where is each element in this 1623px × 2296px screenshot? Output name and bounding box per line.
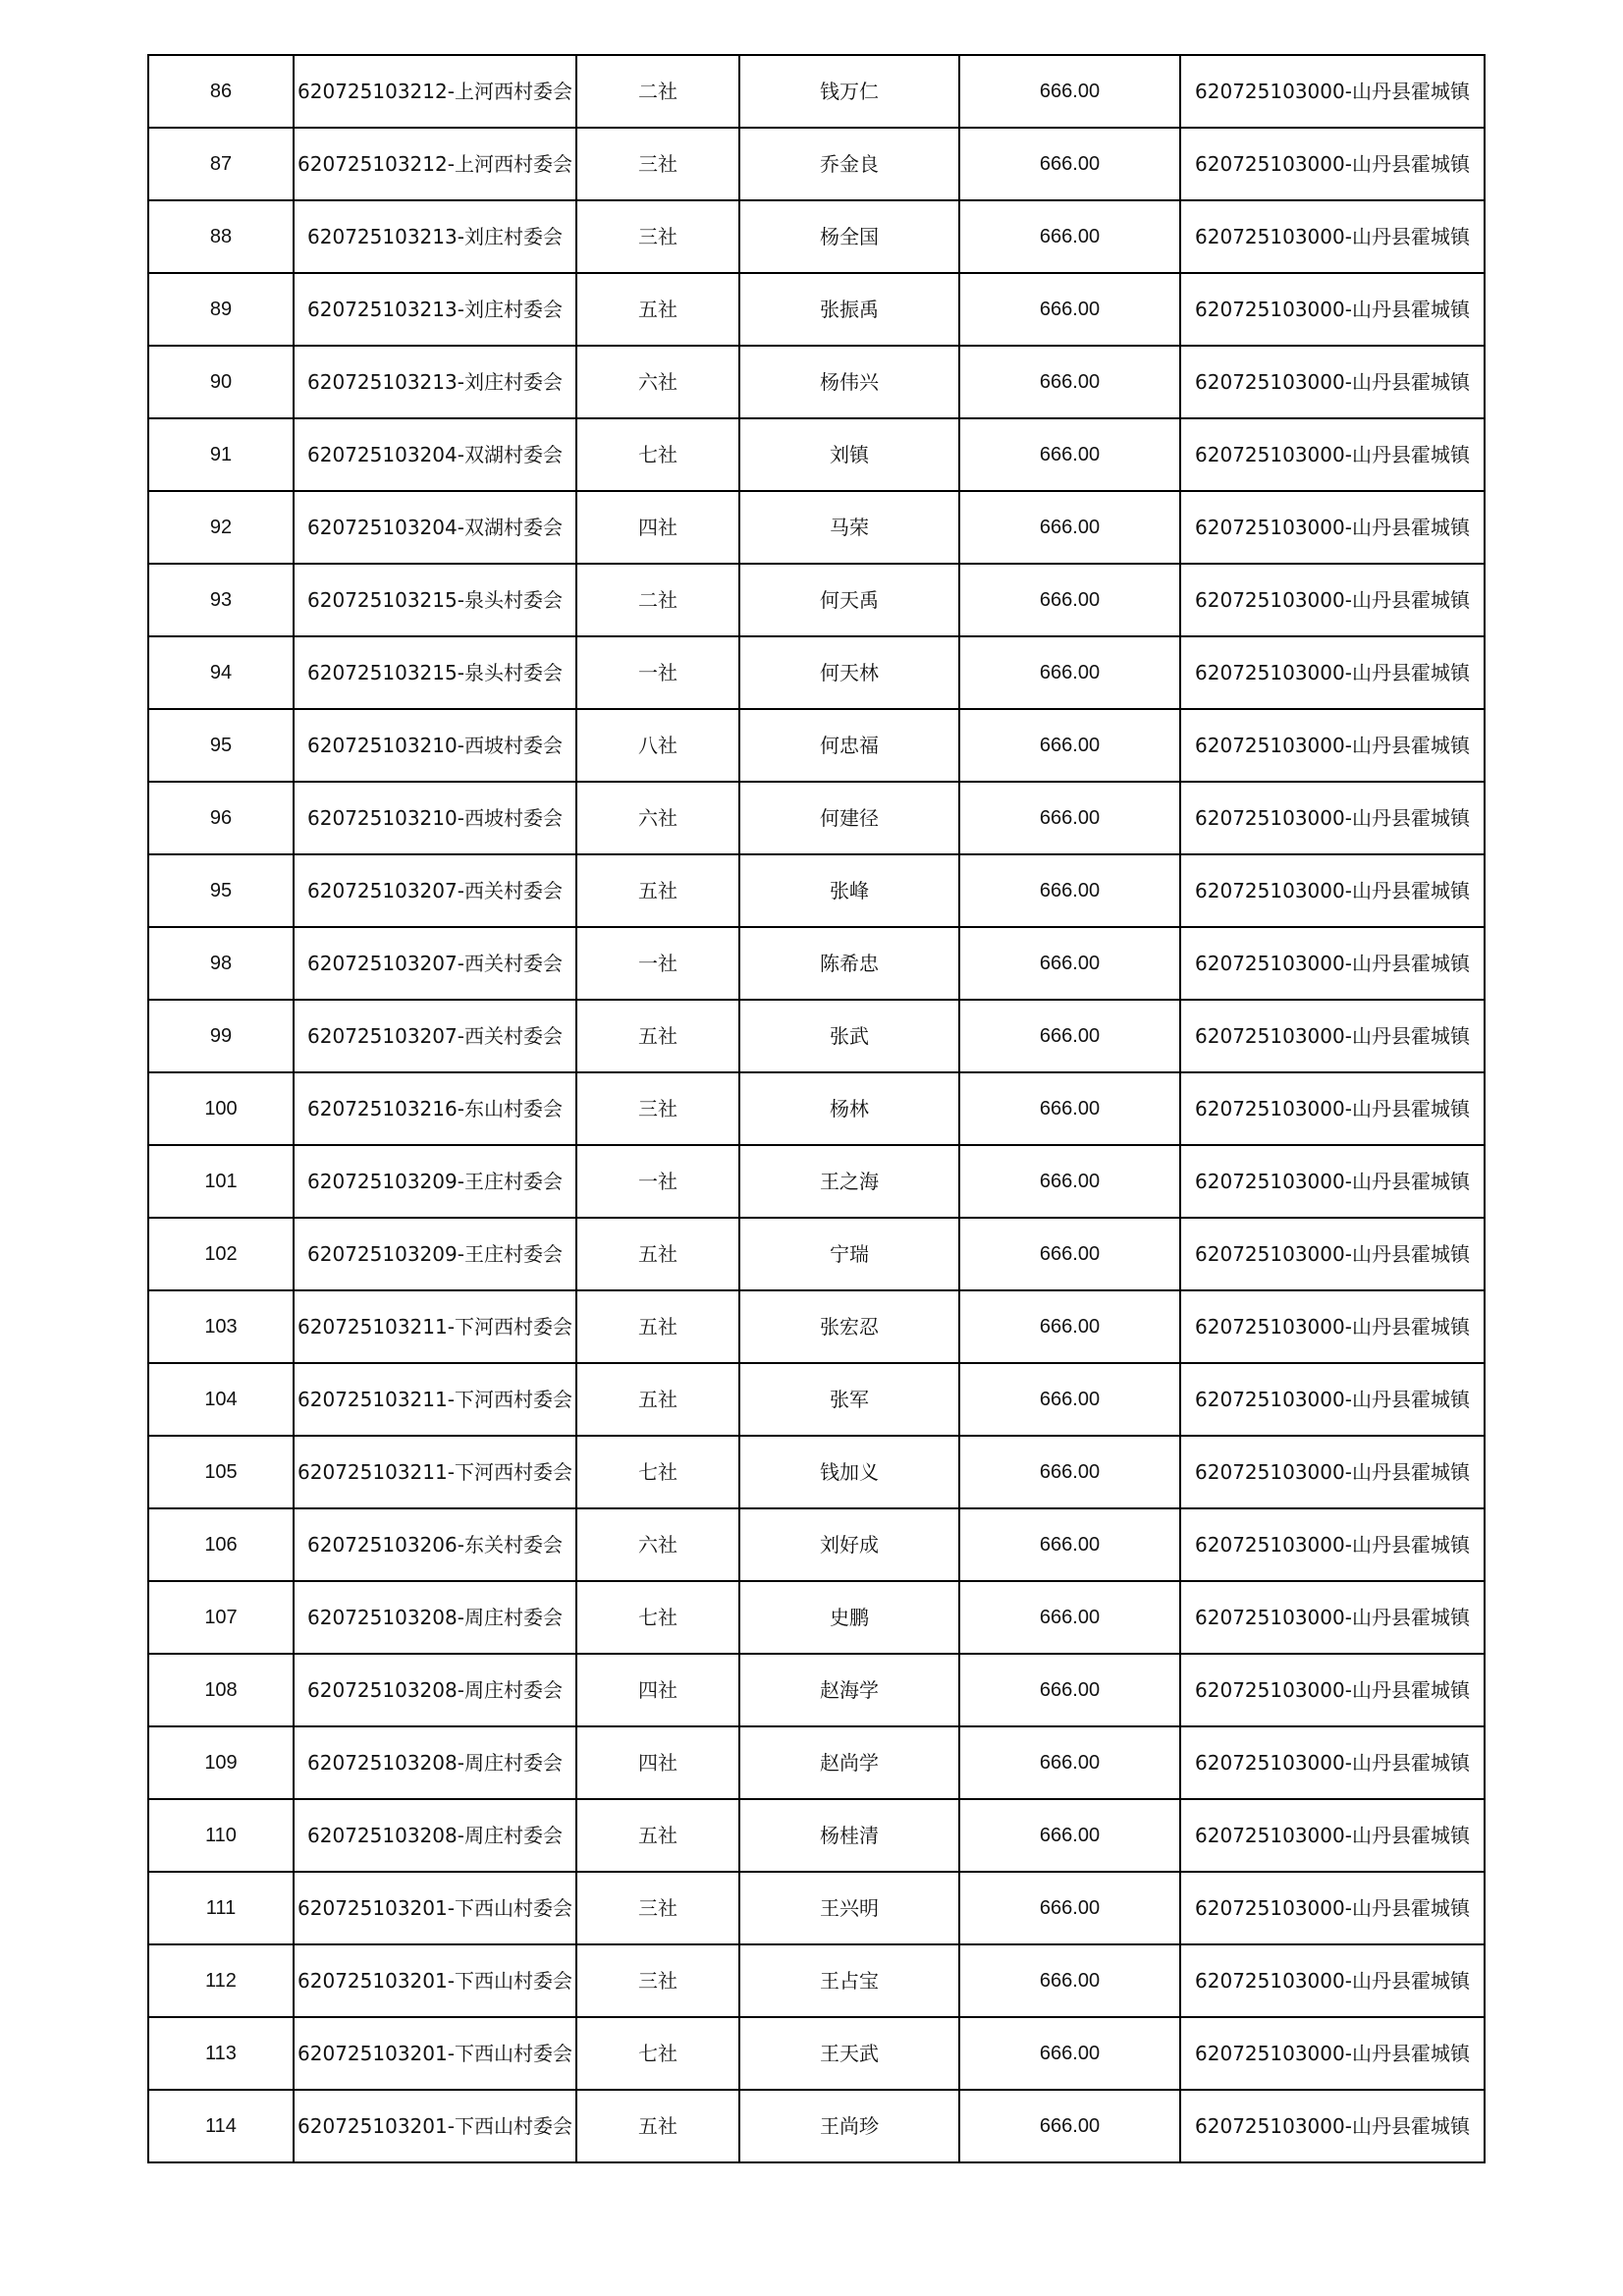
town-cell: 620725103000-山丹县霍城镇 [1180, 854, 1485, 927]
amount-cell: 666.00 [959, 491, 1180, 564]
group-cell: 二社 [576, 55, 739, 128]
group-cell: 七社 [576, 418, 739, 491]
group-cell: 六社 [576, 1508, 739, 1581]
group-cell: 五社 [576, 2090, 739, 2162]
name-cell: 王兴明 [739, 1872, 959, 1944]
village-cell: 620725103215-泉头村委会 [294, 564, 576, 636]
town-cell: 620725103000-山丹县霍城镇 [1180, 564, 1485, 636]
table-row [148, 1218, 1485, 1290]
name-cell: 张峰 [739, 854, 959, 927]
town-cell: 620725103000-山丹县霍城镇 [1180, 1508, 1485, 1581]
table-row [148, 1654, 1485, 1726]
row-number-cell: 98 [148, 927, 294, 1000]
table-row [148, 1872, 1485, 1944]
group-cell: 三社 [576, 1944, 739, 2017]
amount-cell: 666.00 [959, 2017, 1180, 2090]
village-cell: 620725103206-东关村委会 [294, 1508, 576, 1581]
village-cell: 620725103211-下河西村委会 [294, 1290, 576, 1363]
group-cell: 四社 [576, 1726, 739, 1799]
row-number-cell: 111 [148, 1872, 294, 1944]
name-cell: 张军 [739, 1363, 959, 1436]
village-cell: 620725103201-下西山村委会 [294, 2090, 576, 2162]
row-number-cell: 102 [148, 1218, 294, 1290]
village-cell: 620725103212-上河西村委会 [294, 55, 576, 128]
row-number-cell: 87 [148, 128, 294, 200]
town-cell: 620725103000-山丹县霍城镇 [1180, 1726, 1485, 1799]
amount-cell: 666.00 [959, 782, 1180, 854]
name-cell: 张武 [739, 1000, 959, 1072]
amount-cell: 666.00 [959, 128, 1180, 200]
amount-cell: 666.00 [959, 709, 1180, 782]
row-number-cell: 109 [148, 1726, 294, 1799]
group-cell: 三社 [576, 1072, 739, 1145]
village-cell: 620725103207-西关村委会 [294, 1000, 576, 1072]
name-cell: 杨桂清 [739, 1799, 959, 1872]
amount-cell: 666.00 [959, 1654, 1180, 1726]
town-cell: 620725103000-山丹县霍城镇 [1180, 782, 1485, 854]
town-cell: 620725103000-山丹县霍城镇 [1180, 1072, 1485, 1145]
name-cell: 刘镇 [739, 418, 959, 491]
row-number-cell: 110 [148, 1799, 294, 1872]
village-cell: 620725103201-下西山村委会 [294, 1944, 576, 2017]
group-cell: 一社 [576, 636, 739, 709]
table-row [148, 1000, 1485, 1072]
row-number-cell: 96 [148, 782, 294, 854]
group-cell: 二社 [576, 564, 739, 636]
town-cell: 620725103000-山丹县霍城镇 [1180, 927, 1485, 1000]
amount-cell: 666.00 [959, 1145, 1180, 1218]
name-cell: 王占宝 [739, 1944, 959, 2017]
group-cell: 四社 [576, 491, 739, 564]
town-cell: 620725103000-山丹县霍城镇 [1180, 346, 1485, 418]
village-cell: 620725103201-下西山村委会 [294, 2017, 576, 2090]
table-row [148, 1944, 1485, 2017]
village-cell: 620725103209-王庄村委会 [294, 1145, 576, 1218]
group-cell: 五社 [576, 854, 739, 927]
village-cell: 620725103204-双湖村委会 [294, 418, 576, 491]
name-cell: 乔金良 [739, 128, 959, 200]
town-cell: 620725103000-山丹县霍城镇 [1180, 1654, 1485, 1726]
name-cell: 赵尚学 [739, 1726, 959, 1799]
village-cell: 620725103213-刘庄村委会 [294, 273, 576, 346]
amount-cell: 666.00 [959, 1290, 1180, 1363]
amount-cell: 666.00 [959, 854, 1180, 927]
group-cell: 三社 [576, 200, 739, 273]
amount-cell: 666.00 [959, 55, 1180, 128]
town-cell: 620725103000-山丹县霍城镇 [1180, 55, 1485, 128]
row-number-cell: 89 [148, 273, 294, 346]
amount-cell: 666.00 [959, 273, 1180, 346]
table-row [148, 128, 1485, 200]
group-cell: 六社 [576, 346, 739, 418]
table-row [148, 418, 1485, 491]
village-cell: 620725103201-下西山村委会 [294, 1872, 576, 1944]
table-row [148, 1726, 1485, 1799]
name-cell: 杨伟兴 [739, 346, 959, 418]
name-cell: 刘好成 [739, 1508, 959, 1581]
town-cell: 620725103000-山丹县霍城镇 [1180, 1290, 1485, 1363]
amount-cell: 666.00 [959, 1799, 1180, 1872]
town-cell: 620725103000-山丹县霍城镇 [1180, 200, 1485, 273]
row-number-cell: 99 [148, 1000, 294, 1072]
row-number-cell: 104 [148, 1363, 294, 1436]
town-cell: 620725103000-山丹县霍城镇 [1180, 2017, 1485, 2090]
town-cell: 620725103000-山丹县霍城镇 [1180, 1000, 1485, 1072]
row-number-cell: 114 [148, 2090, 294, 2162]
group-cell: 七社 [576, 2017, 739, 2090]
table-row [148, 1072, 1485, 1145]
name-cell: 钱万仁 [739, 55, 959, 128]
group-cell: 七社 [576, 1436, 739, 1508]
row-number-cell: 106 [148, 1508, 294, 1581]
amount-cell: 666.00 [959, 1218, 1180, 1290]
amount-cell: 666.00 [959, 1726, 1180, 1799]
group-cell: 三社 [576, 1872, 739, 1944]
village-cell: 620725103213-刘庄村委会 [294, 200, 576, 273]
table-body [148, 55, 1485, 2162]
row-number-cell: 112 [148, 1944, 294, 2017]
town-cell: 620725103000-山丹县霍城镇 [1180, 709, 1485, 782]
group-cell: 四社 [576, 1654, 739, 1726]
name-cell: 马荣 [739, 491, 959, 564]
town-cell: 620725103000-山丹县霍城镇 [1180, 1581, 1485, 1654]
name-cell: 陈希忠 [739, 927, 959, 1000]
group-cell: 五社 [576, 1363, 739, 1436]
table-row [148, 927, 1485, 1000]
town-cell: 620725103000-山丹县霍城镇 [1180, 418, 1485, 491]
name-cell: 张振禹 [739, 273, 959, 346]
town-cell: 620725103000-山丹县霍城镇 [1180, 2090, 1485, 2162]
group-cell: 一社 [576, 1145, 739, 1218]
village-cell: 620725103204-双湖村委会 [294, 491, 576, 564]
amount-cell: 666.00 [959, 346, 1180, 418]
row-number-cell: 105 [148, 1436, 294, 1508]
village-cell: 620725103212-上河西村委会 [294, 128, 576, 200]
name-cell: 何天禹 [739, 564, 959, 636]
amount-cell: 666.00 [959, 1363, 1180, 1436]
table-row [148, 1436, 1485, 1508]
table-row [148, 1508, 1485, 1581]
village-cell: 620725103215-泉头村委会 [294, 636, 576, 709]
row-number-cell: 92 [148, 491, 294, 564]
town-cell: 620725103000-山丹县霍城镇 [1180, 1436, 1485, 1508]
table-row [148, 491, 1485, 564]
group-cell: 五社 [576, 1000, 739, 1072]
town-cell: 620725103000-山丹县霍城镇 [1180, 1218, 1485, 1290]
village-cell: 620725103211-下河西村委会 [294, 1363, 576, 1436]
row-number-cell: 101 [148, 1145, 294, 1218]
row-number-cell: 88 [148, 200, 294, 273]
amount-cell: 666.00 [959, 927, 1180, 1000]
table-row [148, 564, 1485, 636]
town-cell: 620725103000-山丹县霍城镇 [1180, 636, 1485, 709]
town-cell: 620725103000-山丹县霍城镇 [1180, 1799, 1485, 1872]
table-row [148, 200, 1485, 273]
amount-cell: 666.00 [959, 636, 1180, 709]
table-row [148, 1145, 1485, 1218]
name-cell: 杨全国 [739, 200, 959, 273]
town-cell: 620725103000-山丹县霍城镇 [1180, 491, 1485, 564]
amount-cell: 666.00 [959, 1872, 1180, 1944]
table-row [148, 2090, 1485, 2162]
table-row [148, 709, 1485, 782]
name-cell: 张宏忍 [739, 1290, 959, 1363]
amount-cell: 666.00 [959, 1508, 1180, 1581]
town-cell: 620725103000-山丹县霍城镇 [1180, 1872, 1485, 1944]
name-cell: 何建径 [739, 782, 959, 854]
amount-cell: 666.00 [959, 200, 1180, 273]
table-row [148, 1581, 1485, 1654]
row-number-cell: 103 [148, 1290, 294, 1363]
amount-cell: 666.00 [959, 1072, 1180, 1145]
table-row [148, 1290, 1485, 1363]
table-row [148, 1799, 1485, 1872]
row-number-cell: 95 [148, 709, 294, 782]
group-cell: 六社 [576, 782, 739, 854]
row-number-cell: 86 [148, 55, 294, 128]
village-cell: 620725103210-西坡村委会 [294, 782, 576, 854]
group-cell: 五社 [576, 1290, 739, 1363]
village-cell: 620725103216-东山村委会 [294, 1072, 576, 1145]
name-cell: 王天武 [739, 2017, 959, 2090]
row-number-cell: 93 [148, 564, 294, 636]
town-cell: 620725103000-山丹县霍城镇 [1180, 128, 1485, 200]
table-row [148, 346, 1485, 418]
table-row [148, 782, 1485, 854]
amount-cell: 666.00 [959, 418, 1180, 491]
name-cell: 宁瑞 [739, 1218, 959, 1290]
group-cell: 七社 [576, 1581, 739, 1654]
town-cell: 620725103000-山丹县霍城镇 [1180, 1363, 1485, 1436]
group-cell: 三社 [576, 128, 739, 200]
village-cell: 620725103207-西关村委会 [294, 927, 576, 1000]
name-cell: 王尚珍 [739, 2090, 959, 2162]
row-number-cell: 95 [148, 854, 294, 927]
group-cell: 一社 [576, 927, 739, 1000]
name-cell: 王之海 [739, 1145, 959, 1218]
row-number-cell: 113 [148, 2017, 294, 2090]
village-cell: 620725103209-王庄村委会 [294, 1218, 576, 1290]
village-cell: 620725103208-周庄村委会 [294, 1726, 576, 1799]
town-cell: 620725103000-山丹县霍城镇 [1180, 1145, 1485, 1218]
town-cell: 620725103000-山丹县霍城镇 [1180, 273, 1485, 346]
name-cell: 何天林 [739, 636, 959, 709]
table-row [148, 636, 1485, 709]
row-number-cell: 94 [148, 636, 294, 709]
table-row [148, 55, 1485, 128]
table-row [148, 1363, 1485, 1436]
row-number-cell: 107 [148, 1581, 294, 1654]
group-cell: 五社 [576, 1799, 739, 1872]
name-cell: 杨林 [739, 1072, 959, 1145]
row-number-cell: 91 [148, 418, 294, 491]
name-cell: 赵海学 [739, 1654, 959, 1726]
town-cell: 620725103000-山丹县霍城镇 [1180, 1944, 1485, 2017]
recipient-table [147, 54, 1486, 2163]
village-cell: 620725103213-刘庄村委会 [294, 346, 576, 418]
village-cell: 620725103208-周庄村委会 [294, 1799, 576, 1872]
village-cell: 620725103210-西坡村委会 [294, 709, 576, 782]
amount-cell: 666.00 [959, 564, 1180, 636]
village-cell: 620725103208-周庄村委会 [294, 1654, 576, 1726]
name-cell: 何忠福 [739, 709, 959, 782]
row-number-cell: 108 [148, 1654, 294, 1726]
row-number-cell: 90 [148, 346, 294, 418]
table-row [148, 2017, 1485, 2090]
group-cell: 八社 [576, 709, 739, 782]
table-row [148, 273, 1485, 346]
village-cell: 620725103211-下河西村委会 [294, 1436, 576, 1508]
amount-cell: 666.00 [959, 1944, 1180, 2017]
name-cell: 钱加义 [739, 1436, 959, 1508]
amount-cell: 666.00 [959, 1436, 1180, 1508]
village-cell: 620725103208-周庄村委会 [294, 1581, 576, 1654]
village-cell: 620725103207-西关村委会 [294, 854, 576, 927]
table-row [148, 854, 1485, 927]
name-cell: 史鹏 [739, 1581, 959, 1654]
row-number-cell: 100 [148, 1072, 294, 1145]
group-cell: 五社 [576, 273, 739, 346]
group-cell: 五社 [576, 1218, 739, 1290]
amount-cell: 666.00 [959, 2090, 1180, 2162]
amount-cell: 666.00 [959, 1581, 1180, 1654]
amount-cell: 666.00 [959, 1000, 1180, 1072]
